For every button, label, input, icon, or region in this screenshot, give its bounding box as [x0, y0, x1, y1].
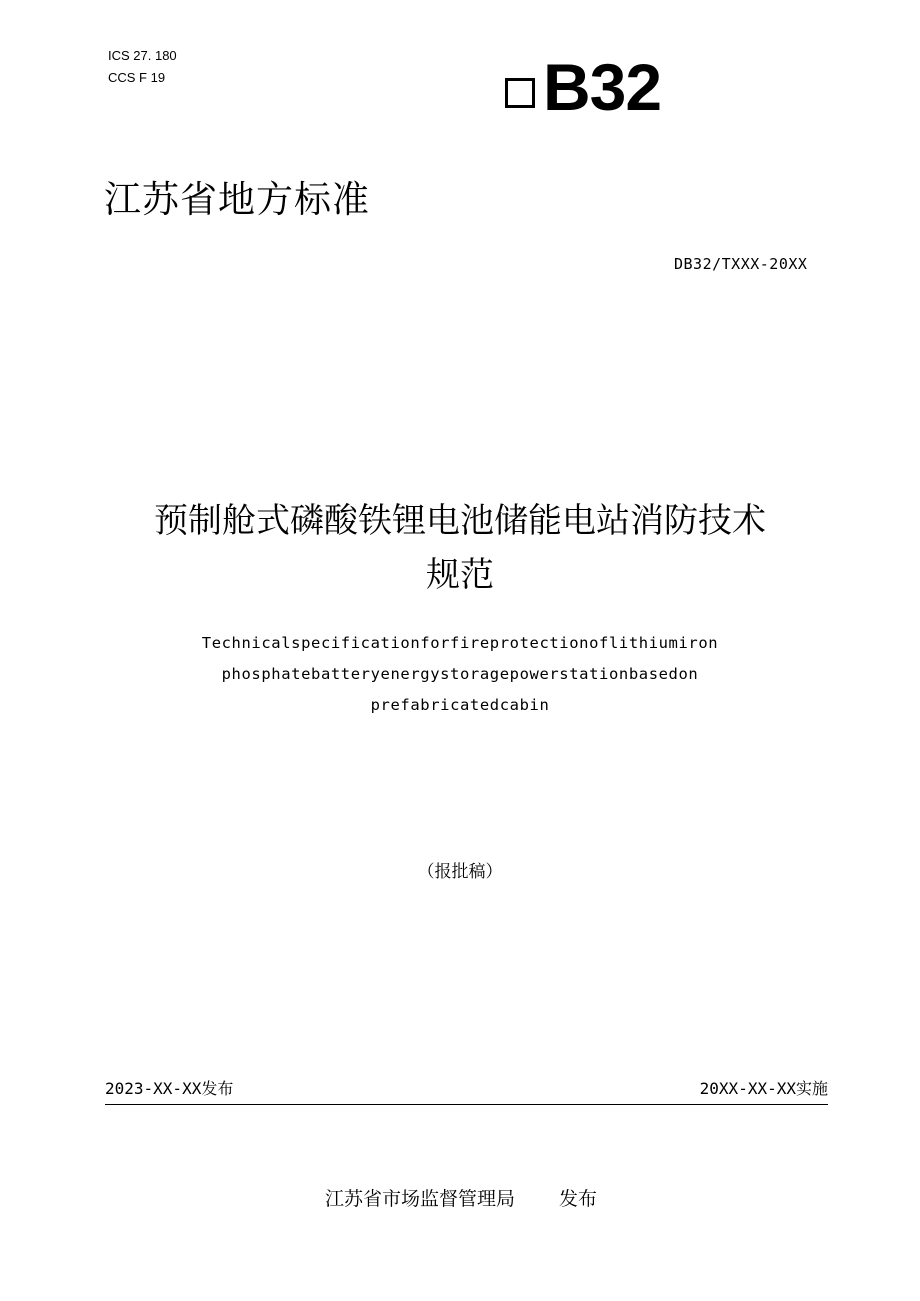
publish-date-group	[105, 1074, 233, 1104]
english-title-line-1: Technicalspecificationforfireprotectionoflithiumiron	[201, 634, 719, 652]
issuer	[325, 1184, 597, 1214]
implement-date: 20XX-XX-XX	[699, 1079, 796, 1098]
logo-code: B32	[543, 50, 662, 124]
english-title	[0, 628, 920, 721]
draft-status: （报批稿）	[417, 862, 503, 882]
standard-type: 江苏省地方标准	[104, 178, 370, 221]
implement-label: 实施	[795, 1079, 828, 1098]
document-title	[0, 494, 920, 602]
standard-number: DB32/TXXX-20XX	[674, 255, 808, 273]
implement-date-group	[700, 1074, 828, 1104]
ccs-code: CCS F 19	[108, 70, 166, 85]
date-row	[105, 1074, 828, 1105]
standard-logo	[505, 50, 661, 124]
english-title-line-3: prefabricatedcabin	[370, 696, 550, 714]
publish-date: 2023-XX-XX	[105, 1079, 202, 1098]
english-title-line-2: phosphatebatteryenergystoragepowerstationbasedon	[221, 665, 699, 683]
issuer-verb: 发布	[559, 1188, 598, 1210]
title-line-1: 预制舱式磷酸铁锂电池储能电站消防技术	[154, 501, 766, 541]
logo-box-icon	[505, 78, 535, 108]
ics-code: ICS 27. 180	[108, 48, 177, 63]
title-line-2: 规范	[426, 555, 494, 595]
publish-label: 发布	[201, 1079, 234, 1098]
issuer-name: 江苏省市场监督管理局	[325, 1188, 516, 1210]
